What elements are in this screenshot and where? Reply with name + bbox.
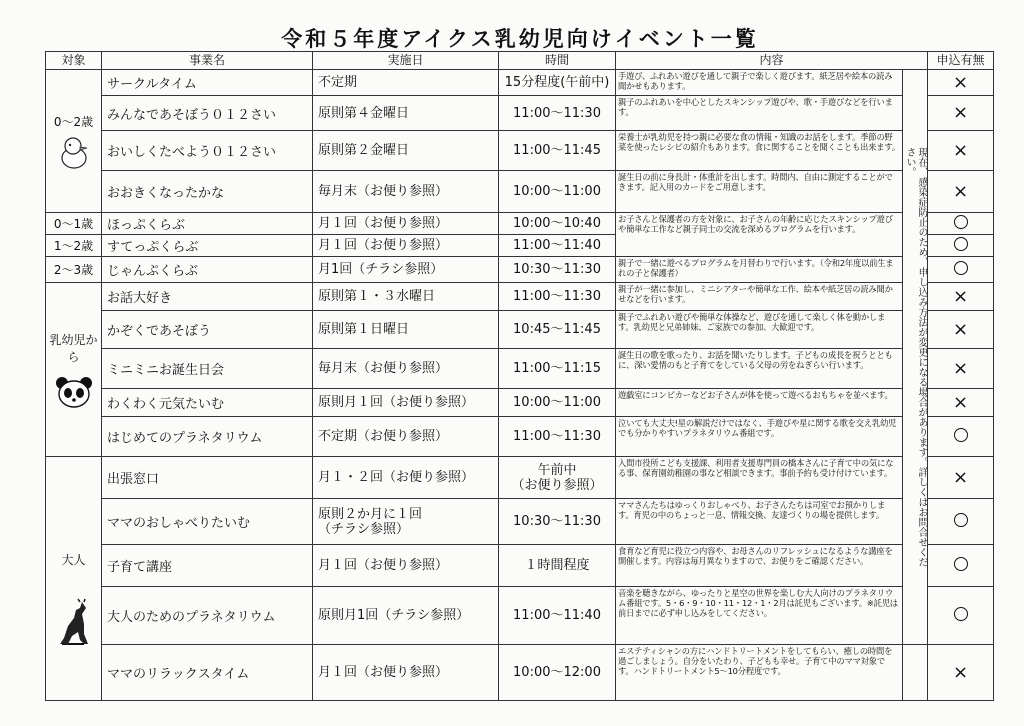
apply-mark: × [952,661,969,683]
event-desc: 手遊び、ふれあい遊びを通して親子で楽しく遊びます。紙芝居や絵本の読み聞かせもあります。 [616,70,903,96]
apply-mark: × [952,180,969,202]
apply-status [928,235,994,257]
apply-status [928,283,994,311]
target-2-3: 2〜3歳 [46,257,102,283]
apply-mark-circle [954,557,968,571]
apply-mark-circle [954,607,968,621]
apply-mark-circle [954,428,968,442]
event-date: 原則第２金曜日 [313,131,499,171]
table-row [46,645,994,701]
apply-mark: × [952,285,969,307]
event-time: 10:45〜11:45 [499,311,616,349]
event-date: 月１回（お便り参照） [313,645,499,701]
header-target: 対象 [46,52,102,70]
event-date: 不定期（お便り参照） [313,417,499,457]
table-row [46,349,994,389]
event-date: 原則２か月に１回 （チラシ参照） [313,499,499,545]
apply-status [928,499,994,545]
apply-status [928,349,994,389]
kangaroo-illustration [54,598,94,646]
apply-mark: × [952,391,969,413]
event-date: 不定期 [313,70,499,96]
event-date: 月１・２回（お便り参照） [313,457,499,499]
title-text: 令和５年度アイクス乳幼児向けイベント一覧 [281,27,759,51]
header-content: 内容 [616,52,928,70]
apply-status [928,645,994,701]
event-date: 原則第１日曜日 [313,311,499,349]
apply-status [928,171,994,213]
event-desc: 音楽を聴きながら、ゆったりと星空の世界を楽しむ大人向けのプラネタリウム番組です。5・6・9・10・11・12・1・2月は託児もございます。※託児は前日までに必ず申し込みをしてください。 [616,587,903,645]
table-row [46,311,994,349]
table-row [46,171,994,213]
apply-status [928,131,994,171]
event-table [45,51,994,701]
event-desc: 誕生日の歌を歌ったり、お話を聞いたりします。子どもの成長を祝うとともに、深い愛情のもと子育てをしている父母の労をねぎらい行います。 [616,349,903,389]
apply-mark-circle [954,237,968,251]
event-desc: 親子のふれあいを中心としたスキンシップ遊びや、歌・手遊びなどを行います。 [616,96,903,131]
event-date: 毎月末（お便り参照） [313,171,499,213]
event-time: 11:00〜11:45 [499,131,616,171]
event-desc: お子さんと保護者の方を対象に、お子さんの年齢に応じたスキンシップ遊びや簡単な工作など親子同士の交流を深めるプログラムを行います。 [616,213,903,257]
apply-mark: × [952,71,969,93]
event-name: 子育て講座 [102,545,313,587]
event-time: 10:00〜11:00 [499,171,616,213]
event-name: じゃんぷくらぶ [102,257,313,283]
event-time: 10:00〜10:40 [499,213,616,235]
event-time: 11:00〜11:30 [499,283,616,311]
event-desc: エステティシャンの方にハンドトリートメントをしてもらい、癒しの時間を過ごしましょう。自分をいたわり、子どもも幸せ。子育て中のママ対象です。ハンドトリートメント5〜10分程度です。 [616,645,903,701]
event-time: 午前中 （お便り参照） [499,457,616,499]
table-row [46,545,994,587]
event-desc: 泣いても大丈夫!星の解説だけではなく、手遊びや星に関する歌を交え乳幼児でも分かりやすいプラネタリウム番組です。 [616,417,903,457]
target-adult [46,457,102,701]
event-name: みんなであそぼう０１２さい [102,96,313,131]
event-time: １時間程度 [499,545,616,587]
event-date: 毎月末（お便り参照） [313,349,499,389]
table-row [46,457,994,499]
event-date: 月１回（お便り参照） [313,545,499,587]
apply-status [928,311,994,349]
event-name: おいしくたべよう０１２さい [102,131,313,171]
event-desc: 遊戯室にコンビカーなどお子さんが体を使って遊べるおもちゃを並べます。 [616,389,903,417]
apply-mark: × [952,139,969,161]
apply-status [928,417,994,457]
table-row [46,213,994,235]
target-0-1: 0〜1歳 [46,213,102,235]
panda-illustration [55,375,93,409]
header-apply: 申込有無 [928,52,994,70]
apply-mark: × [952,357,969,379]
table-row [46,587,994,645]
apply-status [928,70,994,96]
target-label: 0〜2歳 [53,114,94,129]
table-row [46,499,994,545]
header-name: 事業名 [102,52,313,70]
apply-mark: × [952,466,969,488]
event-date: 月1回（チラシ参照） [313,257,499,283]
event-name: おおきくなったかな [102,171,313,213]
target-label: 大人 [61,553,86,567]
apply-status [928,389,994,417]
event-time: 15分程度(午前中) [499,70,616,96]
apply-mark: × [952,102,969,123]
event-time: 10:30〜11:30 [499,257,616,283]
table-row [46,257,994,283]
event-desc: ママさんたちはゆっくりおしゃべり、お子さんたちは司室でお預かりします。育児の中のちょっと一息、情報交換、友達づくりの場を提供します。 [616,499,903,545]
event-name: お話大好き [102,283,313,311]
header-row [46,52,994,70]
header-time: 時間 [499,52,616,70]
event-desc: 栄養士が乳幼児を持つ親に必要な食の情報・知識のお話をします。季節の野菜を使ったレシピの紹介もあります。食に関することを聞くことも出来ます。 [616,131,903,171]
apply-status [928,257,994,283]
apply-status [928,545,994,587]
event-date: 月１回（お便り参照） [313,235,499,257]
event-name: ミニミニお誕生日会 [102,349,313,389]
apply-mark: × [952,318,969,340]
side-note-text: 現在、感染症防止のため、申し込み方法が変更になる場合があります。詳しくはお問合せください。 [904,147,927,567]
header-date: 実施日 [313,52,499,70]
event-name: すてっぷくらぶ [102,235,313,257]
event-name: わくわく元気たいむ [102,389,313,417]
side-note [903,70,928,645]
event-date: 原則第４金曜日 [313,96,499,131]
table-row [46,283,994,311]
event-date: 原則月1回（チラシ参照） [313,587,499,645]
event-desc: 親子でふれあい遊びや簡単な体操など、遊びを通して楽しく体を動かします。乳幼児と兄弟姉妹、ご家族での参加、大歓迎です。 [616,311,903,349]
event-time: 11:00〜11:40 [499,587,616,645]
event-time: 10:30〜11:30 [499,499,616,545]
event-time: 11:00〜11:15 [499,349,616,389]
event-name: ほっぷくらぶ [102,213,313,235]
event-time: 11:00〜11:30 [499,96,616,131]
target-label: 乳幼児から [49,332,98,364]
event-time: 10:00〜12:00 [499,645,616,701]
event-name: ママのリラックスタイム [102,645,313,701]
target-infant [46,283,102,457]
apply-status [928,587,994,645]
event-name: かぞくであそぼう [102,311,313,349]
page-title [200,22,840,54]
apply-mark-circle [954,261,968,275]
event-date: 原則月１回（お便り参照） [313,389,499,417]
event-name: ママのおしゃべりたいむ [102,499,313,545]
apply-status [928,457,994,499]
event-time: 11:00〜11:40 [499,235,616,257]
table-row [46,70,994,96]
side-note-tail [903,645,928,701]
event-date: 月１回（お便り参照） [313,213,499,235]
event-desc: 誕生日の前に身長計・体重計を出します。時間内、自由に測定することができます。記入用のカードをご用意します。 [616,171,903,213]
event-name: 大人のためのプラネタリウム [102,587,313,645]
table-row [46,96,994,131]
table-row [46,417,994,457]
event-desc: 入間市役所こども支援課、利用者支援専門員の橋本さんに子育て中の気になる事、保育園幼稚園の事など相談できます。事前予約も受け付けています。 [616,457,903,499]
target-0-2 [46,70,102,213]
apply-mark-circle [954,215,968,229]
table-row [46,389,994,417]
event-desc: 親子で一緒に遊べるプログラムを月替わりで行います。（令和2年度以前生まれの子と保護者） [616,257,903,283]
event-time: 10:00〜11:00 [499,389,616,417]
event-name: はじめてのプラネタリウム [102,417,313,457]
event-time: 11:00〜11:30 [499,417,616,457]
apply-mark-circle [954,513,968,527]
event-name: 出張窓口 [102,457,313,499]
event-date: 原則第１・３水曜日 [313,283,499,311]
target-1-2: 1〜2歳 [46,235,102,257]
apply-status [928,96,994,131]
apply-status [928,213,994,235]
table-row [46,131,994,171]
chick-illustration [58,136,90,170]
event-desc: 食育など育児に役立つ内容や、お母さんのリフレッシュになるような講座を開催します。内容は毎月異なりますので、お便りをご確認ください。 [616,545,903,587]
event-name: サークルタイム [102,70,313,96]
event-desc: 親子が一緒に参加し、ミニシアターや簡単な工作、絵本や紙芝居の読み聞かせなどを行います。 [616,283,903,311]
